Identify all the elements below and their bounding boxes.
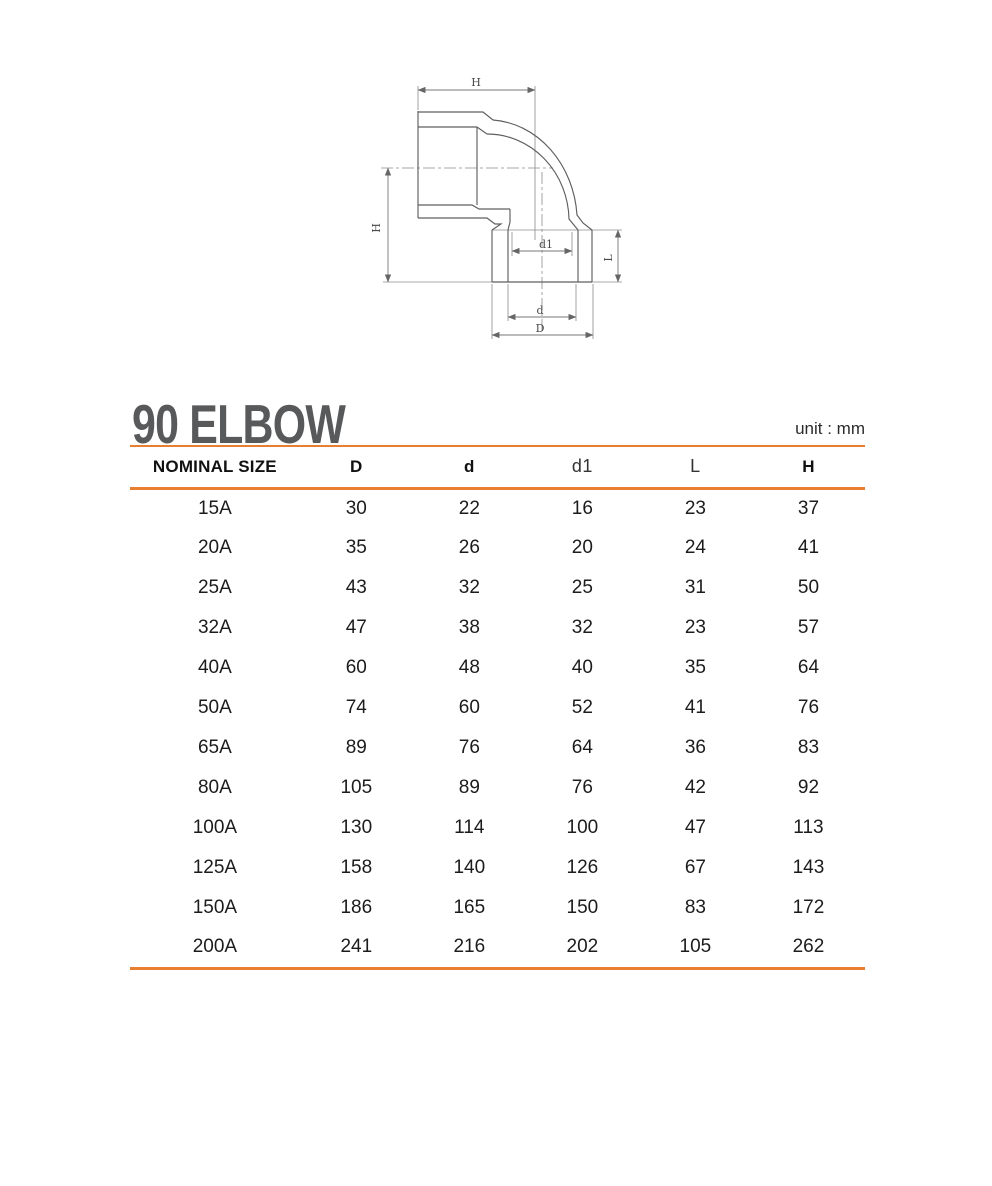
table-cell: 76 bbox=[571, 777, 593, 798]
table-row bbox=[130, 688, 865, 728]
table-row bbox=[130, 528, 865, 568]
table-cell: 38 bbox=[458, 617, 480, 638]
table-row bbox=[130, 808, 865, 848]
elbow-technical-drawing bbox=[352, 28, 658, 364]
table-cell: 22 bbox=[458, 497, 480, 519]
table-cell: 89 bbox=[345, 737, 367, 758]
table-row bbox=[130, 488, 865, 528]
dim-label-d: d bbox=[536, 304, 544, 317]
table-cell: 158 bbox=[340, 857, 373, 878]
page-title: 90 ELBOW bbox=[132, 393, 346, 455]
table-body bbox=[130, 488, 865, 968]
table-cell: 60 bbox=[458, 697, 480, 718]
table-cell: 20 bbox=[571, 537, 593, 558]
table-cell: 42 bbox=[684, 777, 706, 798]
table-cell: 186 bbox=[340, 897, 373, 918]
table-cell: 165 bbox=[453, 897, 486, 918]
nominal-size-cell: 40A bbox=[197, 657, 232, 678]
table-cell: 60 bbox=[345, 657, 367, 678]
nominal-size-cell: 15A bbox=[197, 497, 232, 519]
table-cell: 74 bbox=[345, 697, 367, 718]
table-cell: 40 bbox=[571, 657, 593, 678]
nominal-size-cell: 25A bbox=[197, 577, 232, 598]
table-cell: 32 bbox=[458, 577, 480, 598]
table-cell: 76 bbox=[458, 737, 480, 758]
table-row bbox=[130, 928, 865, 968]
table-row bbox=[130, 728, 865, 768]
table-cell: 32 bbox=[571, 617, 593, 638]
table-cell: 48 bbox=[458, 657, 480, 678]
table-cell: 105 bbox=[679, 936, 712, 958]
table-row bbox=[130, 848, 865, 888]
table-cell: 126 bbox=[566, 857, 599, 878]
table-cell: 140 bbox=[453, 857, 486, 878]
table-cell: 64 bbox=[571, 737, 593, 758]
table-cell: 47 bbox=[684, 817, 706, 838]
dim-label-l: L bbox=[602, 254, 615, 262]
nominal-size-cell: 200A bbox=[192, 936, 238, 958]
table-cell: 83 bbox=[797, 737, 820, 758]
table-cell: 216 bbox=[453, 936, 486, 958]
table-row bbox=[130, 568, 865, 608]
table-cell: 105 bbox=[340, 777, 373, 798]
column-header-nominal-size: NOMINAL SIZE bbox=[152, 456, 277, 476]
table-cell: 52 bbox=[571, 697, 593, 718]
unit-label: unit : mm bbox=[795, 419, 865, 438]
table-cell: 113 bbox=[793, 817, 824, 838]
nominal-size-cell: 65A bbox=[197, 737, 232, 758]
table-cell: 31 bbox=[684, 577, 706, 598]
table-cell: 25 bbox=[571, 577, 593, 598]
column-header-d: D bbox=[350, 456, 363, 476]
dimension-table bbox=[130, 445, 865, 970]
table-cell: 241 bbox=[340, 936, 373, 958]
table-cell: 130 bbox=[340, 817, 373, 838]
column-header-h: H bbox=[802, 456, 815, 476]
nominal-size-cell: 80A bbox=[197, 777, 232, 798]
centerlines bbox=[381, 168, 553, 332]
table-cell: 41 bbox=[797, 537, 820, 558]
table-cell: 57 bbox=[797, 617, 820, 638]
dim-label-h-left: H bbox=[370, 223, 383, 233]
nominal-size-cell: 50A bbox=[197, 697, 232, 718]
table-cell: 67 bbox=[684, 857, 706, 878]
elbow-drawing-svg bbox=[352, 28, 658, 364]
dimension-labels bbox=[370, 76, 615, 335]
column-header-d: d bbox=[464, 456, 475, 476]
table-cell: 172 bbox=[792, 897, 825, 918]
extension-lines bbox=[383, 86, 622, 339]
table-cell: 41 bbox=[684, 697, 706, 718]
table-cell: 23 bbox=[684, 617, 706, 638]
table-cell: 114 bbox=[454, 817, 485, 838]
nominal-size-cell: 100A bbox=[192, 817, 238, 838]
table-cell: 202 bbox=[566, 936, 599, 958]
table-cell: 37 bbox=[797, 497, 820, 519]
table-row bbox=[130, 648, 865, 688]
table-cell: 83 bbox=[684, 897, 706, 918]
table-cell: 262 bbox=[792, 936, 825, 958]
table-head bbox=[130, 446, 865, 488]
elbow-body-outline bbox=[418, 111, 592, 282]
table-cell: 76 bbox=[797, 697, 820, 718]
table-cell: 26 bbox=[458, 537, 480, 558]
table-cell: 47 bbox=[345, 617, 367, 638]
table-cell: 100 bbox=[566, 817, 599, 838]
table-cell: 89 bbox=[458, 777, 480, 798]
table-row bbox=[130, 608, 865, 648]
table-cell: 43 bbox=[345, 577, 367, 598]
table-cell: 50 bbox=[797, 577, 820, 598]
nominal-size-cell: 20A bbox=[197, 537, 232, 558]
column-header-d1: d1 bbox=[571, 456, 593, 477]
table-cell: 92 bbox=[797, 777, 820, 798]
table-cell: 64 bbox=[797, 657, 820, 678]
nominal-size-cell: 125A bbox=[192, 857, 238, 878]
table-cell: 30 bbox=[345, 497, 367, 519]
table-row bbox=[130, 888, 865, 928]
nominal-size-cell: 150A bbox=[192, 897, 238, 918]
nominal-size-cell: 32A bbox=[197, 617, 232, 638]
dim-label-d1: d1 bbox=[538, 238, 554, 251]
column-header-l: L bbox=[690, 456, 701, 477]
table-cell: 16 bbox=[571, 497, 593, 519]
table-cell: 24 bbox=[684, 537, 706, 558]
table-cell: 35 bbox=[345, 537, 367, 558]
table-cell: 23 bbox=[684, 497, 706, 519]
dim-label-big-d: D bbox=[535, 322, 545, 335]
table-cell: 150 bbox=[566, 897, 599, 918]
dim-label-h-top: H bbox=[471, 76, 481, 89]
table-cell: 35 bbox=[684, 657, 706, 678]
table-header-row bbox=[130, 446, 865, 488]
table-cell: 143 bbox=[792, 857, 825, 878]
table-cell: 36 bbox=[684, 737, 706, 758]
table-row bbox=[130, 768, 865, 808]
